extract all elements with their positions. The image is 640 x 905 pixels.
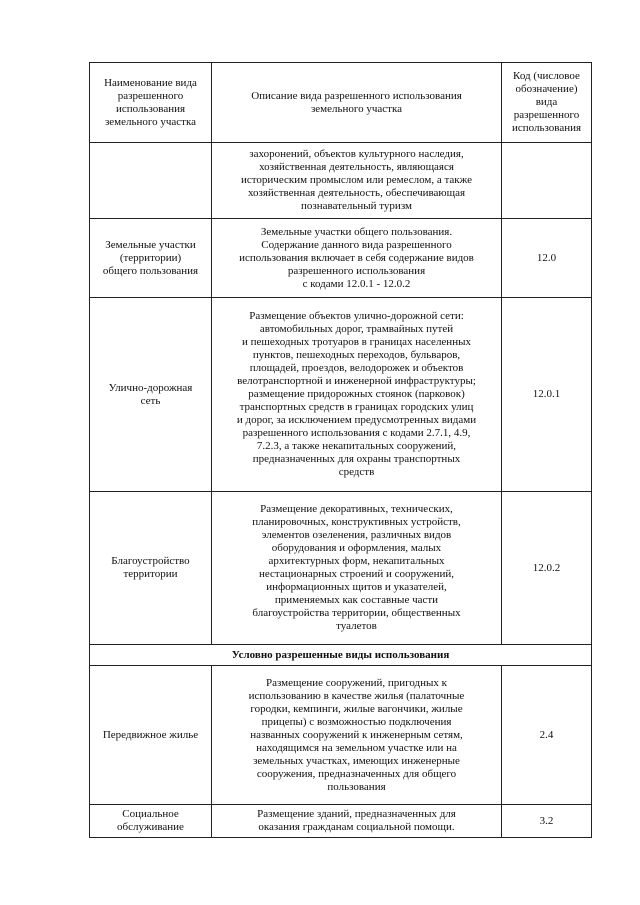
header-name: Наименование вида разрешенного использования земельного участка [90, 63, 212, 143]
row-description: Земельные участки общего пользования. Содержание данного вида разрешенного использования включает в себя содержание видов разрешенного использования с кодами 12.0.1 - 12.0.2 [212, 219, 502, 298]
row-name: Социальное обслуживание [90, 805, 212, 838]
section-title: Условно разрешенные виды использования [90, 645, 592, 666]
table-row [90, 298, 592, 492]
row-name: Благоустройство территории [90, 492, 212, 645]
table-row [90, 219, 592, 298]
row-name: Передвижное жилье [90, 666, 212, 805]
row-code: 12.0.2 [502, 492, 592, 645]
row-description: Размещение объектов улично-дорожной сети: автомобильных дорог, трамвайных путей и пешеходных тротуаров в границах населенных пунктов, пешеходных переходов, бульваров, площадей, проездов, велодорожек и объектов велотранспортной и инженерной инфраструктуры; размещение придорожных стоянок (парковок) транспортных средств в границах городских улиц и дорог, за исключением предусмотренных видами разрешенного использования с кодами 2.7.1, 4.9, 7.2.3, а также некапитальных сооружений, предназначенных для охраны транспортных средств [212, 298, 502, 492]
row-code: 12.0 [502, 219, 592, 298]
section-row [90, 645, 592, 666]
row-name: Улично-дорожная сеть [90, 298, 212, 492]
row-code [502, 143, 592, 219]
table-row [90, 143, 592, 219]
row-description: Размещение зданий, предназначенных для оказания гражданам социальной помощи. [212, 805, 502, 838]
header-description: Описание вида разрешенного использования земельного участка [212, 63, 502, 143]
table-row [90, 805, 592, 838]
row-name [90, 143, 212, 219]
row-code: 3.2 [502, 805, 592, 838]
land-use-table [89, 62, 592, 838]
row-name: Земельные участки (территории) общего пользования [90, 219, 212, 298]
header-code: Код (числовое обозначение) вида разрешенного использования [502, 63, 592, 143]
row-code: 12.0.1 [502, 298, 592, 492]
table-row [90, 666, 592, 805]
row-description: Размещение сооружений, пригодных к использованию в качестве жилья (палаточные городки, кемпинги, жилые вагончики, жилые прицепы) с возможностью подключения названных сооружений к инженерным сетям, находящимся на земельном участке или на земельных участках, имеющих инженерные сооружения, предназначенных для общего пользования [212, 666, 502, 805]
row-code: 2.4 [502, 666, 592, 805]
row-description: захоронений, объектов культурного наследия, хозяйственная деятельность, являющаяся историческим промыслом или ремеслом, а также хозяйственная деятельность, обеспечивающая познавательный туризм [212, 143, 502, 219]
table-header-row [90, 63, 592, 143]
row-description: Размещение декоративных, технических, планировочных, конструктивных устройств, элементов озеленения, различных видов оборудования и оформления, малых архитектурных форм, некапитальных нестационарных строений и сооружений, информационных щитов и указателей, применяемых как составные части благоустройства территории, общественных туалетов [212, 492, 502, 645]
table-row [90, 492, 592, 645]
